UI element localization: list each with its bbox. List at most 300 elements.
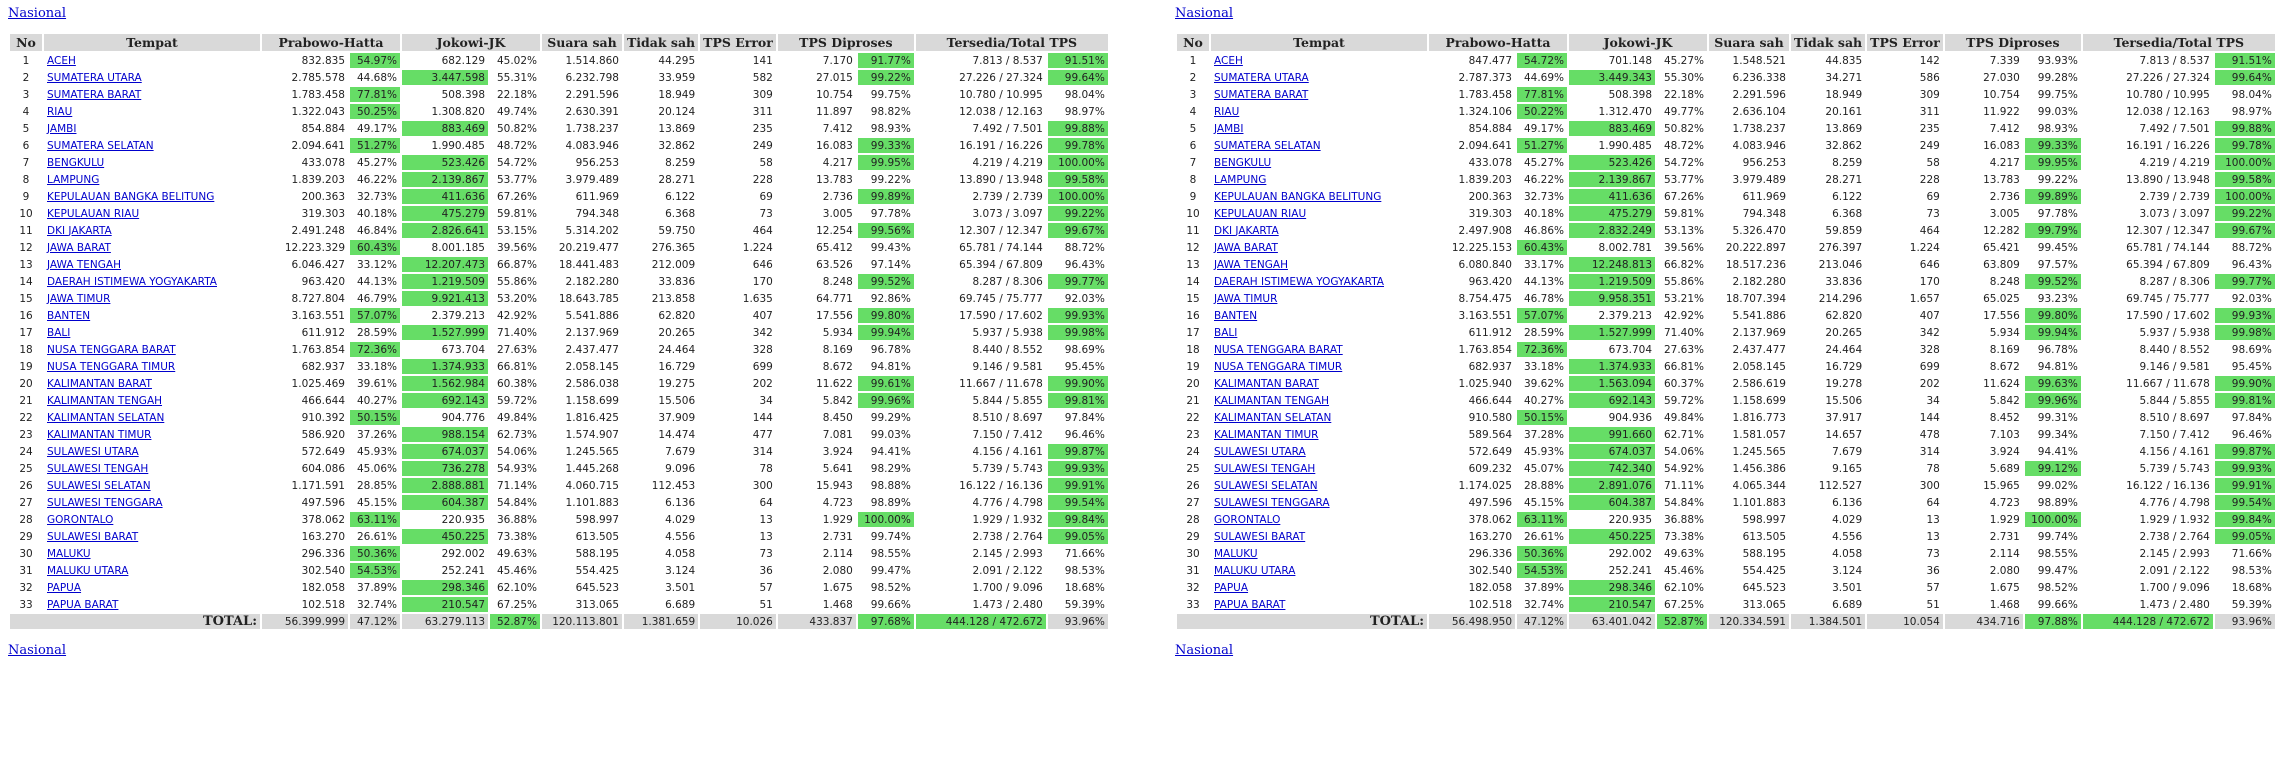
- cell-tps-error: 249: [1919, 139, 1940, 152]
- cell-no: 15: [1186, 292, 1200, 305]
- cell-prabowo-pct: 57.07%: [1517, 308, 1567, 323]
- cell-tps-available: 2.145 / 2.993: [2139, 547, 2210, 560]
- region-link[interactable]: ACEH: [1214, 54, 1243, 67]
- region-link[interactable]: PAPUA: [47, 581, 82, 594]
- cell-tps-diproses: 8.248: [822, 275, 853, 288]
- cell-place: [44, 546, 260, 561]
- region-link[interactable]: PAPUA BARAT: [47, 598, 119, 611]
- table-row: [1177, 495, 2275, 510]
- region-link[interactable]: KEPULAUAN BANGKA BELITUNG: [47, 190, 215, 203]
- cell-tidak-sah: 212.009: [651, 258, 696, 271]
- total-tps-error: 10.026: [700, 614, 776, 629]
- cell-tps-available: 7.492 / 7.501: [972, 122, 1043, 135]
- header-tempat: Tempat: [44, 34, 260, 51]
- region-link[interactable]: KALIMANTAN TENGAH: [1214, 394, 1330, 407]
- total-tps-diproses-pct: 97.88%: [2025, 614, 2081, 629]
- cell-jokowi-votes: 991.660: [1569, 427, 1655, 442]
- region-link[interactable]: NUSA TENGGARA BARAT: [47, 343, 176, 356]
- cell-prabowo-votes: 3.163.551: [291, 309, 345, 322]
- cell-prabowo-votes: 1.783.458: [291, 88, 345, 101]
- cell-tps-available-pct: 99.22%: [1048, 206, 1108, 221]
- cell-tps-error: 69: [1926, 190, 1940, 203]
- cell-tps-diproses: 16.083: [816, 139, 853, 152]
- region-link[interactable]: KEPULAUAN RIAU: [47, 207, 140, 220]
- region-link[interactable]: SULAWESI TENGAH: [47, 462, 149, 475]
- cell-tps-available-pct: 98.69%: [1064, 343, 1105, 356]
- cell-jokowi-votes: 701.148: [1608, 54, 1652, 67]
- region-link[interactable]: KALIMANTAN TENGAH: [47, 394, 163, 407]
- cell-prabowo-votes: 1.763.854: [291, 343, 345, 356]
- region-link[interactable]: NUSA TENGGARA BARAT: [1214, 343, 1343, 356]
- cell-prabowo-pct: 39.61%: [356, 377, 397, 390]
- cell-tps-diproses-pct: 94.81%: [2037, 360, 2078, 373]
- cell-place: [44, 444, 260, 459]
- cell-jokowi-pct: 60.38%: [496, 377, 537, 390]
- cell-tps-available: 4.156 / 4.161: [972, 445, 1043, 458]
- region-link[interactable]: MALUKU: [1214, 547, 1258, 560]
- region-link[interactable]: BANTEN: [47, 309, 91, 322]
- cell-jokowi-votes: 220.935: [441, 513, 485, 526]
- cell-place: [44, 53, 260, 68]
- header-jokowi-jk: Jokowi-JK: [1569, 34, 1707, 51]
- table-row: [1177, 308, 2275, 323]
- cell-tps-error: 464: [1919, 224, 1940, 237]
- cell-tps-available: 2.738 / 2.764: [972, 530, 1043, 543]
- region-link[interactable]: DAERAH ISTIMEWA YOGYAKARTA: [1214, 275, 1384, 288]
- region-link[interactable]: SUMATERA UTARA: [47, 71, 142, 84]
- table-row: [10, 121, 1108, 136]
- cell-tps-diproses-pct: 99.95%: [858, 155, 914, 170]
- cell-jokowi-votes: 1.374.933: [402, 359, 488, 374]
- cell-tps-available-pct: 99.64%: [1048, 70, 1108, 85]
- cell-jokowi-votes: 904.776: [441, 411, 485, 424]
- cell-tps-available-pct: 99.88%: [2215, 121, 2275, 136]
- table-row: [1177, 257, 2275, 272]
- region-link[interactable]: KEPULAUAN BANGKA BELITUNG: [1214, 190, 1382, 203]
- cell-prabowo-pct: 40.18%: [356, 207, 397, 220]
- cell-place: [1211, 240, 1427, 255]
- cell-prabowo-pct: 63.11%: [350, 512, 400, 527]
- cell-prabowo-votes: 497.596: [1468, 496, 1512, 509]
- table-row: [10, 308, 1108, 323]
- region-link[interactable]: KALIMANTAN BARAT: [47, 377, 152, 390]
- cell-jokowi-votes: 904.936: [1608, 411, 1652, 424]
- region-link[interactable]: NUSA TENGGARA TIMUR: [1214, 360, 1343, 373]
- cell-suara-sah: 956.253: [575, 156, 619, 169]
- cell-tps-available-pct: 95.45%: [1064, 360, 1105, 373]
- region-link[interactable]: MALUKU: [47, 547, 91, 560]
- cell-prabowo-votes: 466.644: [1468, 394, 1512, 407]
- table-row: [1177, 546, 2275, 561]
- region-link[interactable]: GORONTALO: [47, 513, 114, 526]
- header-tps-diproses: TPS Diproses: [1945, 34, 2081, 51]
- cell-prabowo-pct: 46.79%: [356, 292, 397, 305]
- region-link[interactable]: JAWA TIMUR: [47, 292, 111, 305]
- region-link[interactable]: SUMATERA UTARA: [1214, 71, 1309, 84]
- region-link[interactable]: SULAWESI SELATAN: [47, 479, 151, 492]
- region-link[interactable]: BALI: [47, 326, 71, 339]
- region-link[interactable]: JAWA TENGAH: [1214, 258, 1288, 271]
- table-row: [1177, 376, 2275, 391]
- region-link[interactable]: NUSA TENGGARA TIMUR: [47, 360, 176, 373]
- region-link[interactable]: SULAWESI BARAT: [1214, 530, 1306, 543]
- cell-jokowi-votes: 2.826.641: [402, 223, 488, 238]
- cell-tps-error: 699: [1919, 360, 1940, 373]
- cell-prabowo-votes: 319.303: [1468, 207, 1512, 220]
- cell-tidak-sah: 9.096: [665, 462, 696, 475]
- cell-no: 16: [1186, 309, 1200, 322]
- cell-tps-diproses: 12.282: [1983, 224, 2020, 237]
- cell-prabowo-votes: 2.094.641: [291, 139, 345, 152]
- cell-suara-sah: 1.816.425: [565, 411, 619, 424]
- cell-jokowi-votes: 298.346: [402, 580, 488, 595]
- results-table: [8, 32, 1110, 631]
- cell-tps-available-pct: 99.93%: [1048, 308, 1108, 323]
- cell-prabowo-pct: 28.88%: [1523, 479, 1564, 492]
- cell-tps-available-pct: 99.22%: [2215, 206, 2275, 221]
- cell-tps-available-pct: 98.53%: [2231, 564, 2272, 577]
- cell-prabowo-pct: 39.62%: [1523, 377, 1564, 390]
- cell-no: 29: [19, 530, 33, 543]
- cell-prabowo-pct: 54.53%: [1517, 563, 1567, 578]
- cell-no: 31: [1186, 564, 1200, 577]
- cell-tps-diproses-pct: 98.89%: [870, 496, 911, 509]
- cell-tps-available-pct: 99.54%: [2215, 495, 2275, 510]
- table-row: [1177, 291, 2275, 306]
- region-link[interactable]: SULAWESI TENGGARA: [1214, 496, 1330, 509]
- cell-suara-sah: 1.574.907: [565, 428, 619, 441]
- table-row: [10, 138, 1108, 153]
- cell-tps-diproses-pct: 97.78%: [2037, 207, 2078, 220]
- table-row: [1177, 206, 2275, 221]
- cell-tidak-sah: 6.136: [1832, 496, 1863, 509]
- cell-prabowo-pct: 45.07%: [1523, 462, 1564, 475]
- cell-tps-error: 64: [1926, 496, 1940, 509]
- cell-tidak-sah: 4.029: [665, 513, 696, 526]
- cell-prabowo-pct: 60.43%: [1517, 240, 1567, 255]
- region-link[interactable]: KALIMANTAN BARAT: [1214, 377, 1319, 390]
- cell-no: 4: [22, 105, 30, 118]
- region-link[interactable]: SUMATERA BARAT: [1214, 88, 1309, 101]
- cell-no: 4: [1189, 105, 1197, 118]
- cell-place: [44, 87, 260, 102]
- region-link[interactable]: PAPUA BARAT: [1214, 598, 1286, 611]
- region-link[interactable]: SUMATERA SELATAN: [1214, 139, 1321, 152]
- region-link[interactable]: KALIMANTAN SELATAN: [1214, 411, 1332, 424]
- cell-tidak-sah: 44.295: [658, 54, 696, 67]
- cell-tidak-sah: 18.949: [1825, 88, 1863, 101]
- cell-suara-sah: 598.997: [575, 513, 619, 526]
- table-row: [1177, 325, 2275, 340]
- cell-tps-diproses: 5.934: [1989, 326, 2020, 339]
- cell-tps-error: 170: [752, 275, 773, 288]
- cell-place: [1211, 138, 1427, 153]
- region-link[interactable]: JAWA BARAT: [1214, 241, 1278, 254]
- cell-jokowi-pct: 53.21%: [1663, 292, 1704, 305]
- cell-no: 13: [19, 258, 33, 271]
- cell-jokowi-pct: 42.92%: [496, 309, 537, 322]
- region-link[interactable]: KALIMANTAN TIMUR: [47, 428, 152, 441]
- region-link[interactable]: LAMPUNG: [47, 173, 100, 186]
- cell-tps-error: 51: [759, 598, 773, 611]
- table-row: [10, 444, 1108, 459]
- cell-prabowo-pct: 32.73%: [356, 190, 397, 203]
- cell-jokowi-votes: 736.278: [402, 461, 488, 476]
- cell-jokowi-pct: 36.88%: [1663, 513, 1704, 526]
- region-link[interactable]: MALUKU UTARA: [1214, 564, 1296, 577]
- cell-place: [44, 121, 260, 136]
- cell-tidak-sah: 24.464: [1825, 343, 1863, 356]
- table-row: [10, 223, 1108, 238]
- cell-no: 33: [19, 598, 33, 611]
- cell-tps-diproses-pct: 99.96%: [858, 393, 914, 408]
- region-link[interactable]: RIAU: [1214, 105, 1240, 118]
- cell-tps-diproses-pct: 98.55%: [870, 547, 911, 560]
- table-row: [10, 580, 1108, 595]
- cell-tidak-sah: 213.046: [1818, 258, 1863, 271]
- cell-prabowo-pct: 37.28%: [1523, 428, 1564, 441]
- cell-prabowo-pct: 37.89%: [1523, 581, 1564, 594]
- cell-suara-sah: 1.738.237: [565, 122, 619, 135]
- cell-tps-diproses-pct: 99.80%: [2025, 308, 2081, 323]
- cell-jokowi-votes: 450.225: [1569, 529, 1655, 544]
- cell-tps-available-pct: 100.00%: [2215, 189, 2275, 204]
- cell-prabowo-votes: 497.596: [301, 496, 345, 509]
- cell-tps-available-pct: 99.78%: [2215, 138, 2275, 153]
- cell-tps-error: 407: [1919, 309, 1940, 322]
- cell-tps-error: 464: [752, 224, 773, 237]
- cell-tps-error: 342: [752, 326, 773, 339]
- region-link[interactable]: PAPUA: [1214, 581, 1249, 594]
- cell-tps-error: 57: [1926, 581, 1940, 594]
- cell-prabowo-pct: 46.22%: [1523, 173, 1564, 186]
- region-link[interactable]: KALIMANTAN TIMUR: [1214, 428, 1319, 441]
- cell-place: [44, 376, 260, 391]
- cell-tidak-sah: 8.259: [1832, 156, 1863, 169]
- cell-tps-available-pct: 18.68%: [2231, 581, 2272, 594]
- cell-place: [1211, 223, 1427, 238]
- region-link[interactable]: ACEH: [47, 54, 76, 67]
- cell-prabowo-pct: 72.36%: [350, 342, 400, 357]
- region-link[interactable]: BANTEN: [1214, 309, 1258, 322]
- cell-tps-diproses-pct: 99.56%: [858, 223, 914, 238]
- region-link[interactable]: RIAU: [47, 105, 73, 118]
- cell-place: [1211, 580, 1427, 595]
- cell-tps-available: 65.781 / 74.144: [2126, 241, 2210, 254]
- cell-tps-diproses-pct: 98.93%: [870, 122, 911, 135]
- cell-prabowo-pct: 28.59%: [1523, 326, 1564, 339]
- cell-place: [44, 393, 260, 408]
- region-link[interactable]: DKI JAKARTA: [1214, 224, 1279, 237]
- cell-tps-error: 73: [1926, 547, 1940, 560]
- cell-jokowi-votes: 674.037: [402, 444, 488, 459]
- cell-tps-error: 170: [1919, 275, 1940, 288]
- cell-tidak-sah: 112.527: [1818, 479, 1863, 492]
- table-row: [1177, 70, 2275, 85]
- cell-tidak-sah: 4.058: [1832, 547, 1863, 560]
- cell-tps-diproses: 15.943: [816, 479, 853, 492]
- region-link[interactable]: KEPULAUAN RIAU: [1214, 207, 1307, 220]
- cell-place: [44, 359, 260, 374]
- region-link[interactable]: SUMATERA SELATAN: [47, 139, 154, 152]
- total-label: TOTAL:: [1177, 614, 1427, 629]
- cell-tps-error: 477: [752, 428, 773, 441]
- cell-no: 14: [19, 275, 33, 288]
- cell-place: [44, 495, 260, 510]
- cell-jokowi-pct: 59.72%: [496, 394, 537, 407]
- total-label: TOTAL:: [10, 614, 260, 629]
- header-tempat: Tempat: [1211, 34, 1427, 51]
- cell-place: [44, 580, 260, 595]
- region-link[interactable]: SULAWESI UTARA: [47, 445, 139, 458]
- region-link[interactable]: MALUKU UTARA: [47, 564, 129, 577]
- cell-jokowi-votes: 411.636: [402, 189, 488, 204]
- header-jokowi-jk: Jokowi-JK: [402, 34, 540, 51]
- cell-tps-available: 8.440 / 8.552: [972, 343, 1043, 356]
- cell-tidak-sah: 16.729: [658, 360, 696, 373]
- region-link[interactable]: BALI: [1214, 326, 1238, 339]
- cell-jokowi-pct: 48.72%: [1663, 139, 1704, 152]
- cell-jokowi-pct: 71.14%: [496, 479, 537, 492]
- cell-jokowi-pct: 54.72%: [496, 156, 537, 169]
- cell-prabowo-votes: 589.564: [1468, 428, 1512, 441]
- cell-tps-available: 69.745 / 75.777: [2126, 292, 2210, 305]
- nasional-link-bottom[interactable]: Nasional: [1175, 643, 1234, 658]
- cell-suara-sah: 1.514.860: [565, 54, 619, 67]
- cell-tps-error: 314: [752, 445, 773, 458]
- region-link[interactable]: DAERAH ISTIMEWA YOGYAKARTA: [47, 275, 217, 288]
- cell-tps-available: 1.700 / 9.096: [972, 581, 1043, 594]
- cell-tps-diproses-pct: 97.78%: [870, 207, 911, 220]
- cell-tps-available: 16.122 / 16.136: [2126, 479, 2210, 492]
- cell-tps-error: 78: [1926, 462, 1940, 475]
- cell-tps-error: 73: [759, 547, 773, 560]
- nasional-link-top[interactable]: Nasional: [1175, 6, 1234, 21]
- cell-tps-available: 8.287 / 8.306: [2139, 275, 2210, 288]
- cell-tps-available-pct: 99.58%: [2215, 172, 2275, 187]
- cell-prabowo-votes: 2.491.248: [291, 224, 345, 237]
- region-link[interactable]: JAMBI: [1214, 122, 1244, 135]
- cell-tps-available-pct: 99.98%: [2215, 325, 2275, 340]
- region-link[interactable]: JAWA TIMUR: [1214, 292, 1278, 305]
- cell-prabowo-votes: 854.884: [301, 122, 345, 135]
- cell-tps-diproses-pct: 99.94%: [858, 325, 914, 340]
- cell-jokowi-pct: 62.71%: [1663, 428, 1704, 441]
- cell-no: 3: [1189, 88, 1197, 101]
- total-row: [10, 614, 1108, 629]
- cell-tps-error: 249: [752, 139, 773, 152]
- region-link[interactable]: JAWA BARAT: [47, 241, 111, 254]
- cell-suara-sah: 611.969: [1742, 190, 1786, 203]
- cell-tps-error: 36: [759, 564, 773, 577]
- region-link[interactable]: BENGKULU: [47, 156, 105, 169]
- nasional-link-bottom[interactable]: Nasional: [8, 643, 67, 658]
- nasional-link-top[interactable]: Nasional: [8, 6, 67, 21]
- cell-place: [1211, 121, 1427, 136]
- region-link[interactable]: BENGKULU: [1214, 156, 1272, 169]
- cell-place: [44, 257, 260, 272]
- cell-tps-diproses-pct: 99.52%: [858, 274, 914, 289]
- cell-tps-available-pct: 91.51%: [2215, 53, 2275, 68]
- cell-prabowo-votes: 1.839.203: [1458, 173, 1512, 186]
- cell-jokowi-votes: 9.921.413: [402, 291, 488, 306]
- total-tps-diproses-pct: 97.68%: [858, 614, 914, 629]
- cell-jokowi-pct: 50.82%: [1663, 122, 1704, 135]
- cell-tps-error: 228: [752, 173, 773, 186]
- region-link[interactable]: JAMBI: [47, 122, 77, 135]
- cell-tidak-sah: 33.959: [658, 71, 696, 84]
- cell-jokowi-votes: 2.832.249: [1569, 223, 1655, 238]
- cell-tps-error: 144: [752, 411, 773, 424]
- cell-jokowi-pct: 55.30%: [1663, 71, 1704, 84]
- cell-tps-diproses: 4.217: [822, 156, 853, 169]
- cell-tps-error: 407: [752, 309, 773, 322]
- region-link[interactable]: SULAWESI TENGGARA: [47, 496, 163, 509]
- cell-suara-sah: 18.707.394: [1725, 292, 1786, 305]
- cell-tps-diproses: 7.170: [822, 54, 853, 67]
- region-link[interactable]: LAMPUNG: [1214, 173, 1267, 186]
- region-link[interactable]: JAWA TENGAH: [47, 258, 121, 271]
- cell-jokowi-votes: 1.374.933: [1569, 359, 1655, 374]
- cell-jokowi-votes: 1.563.094: [1569, 376, 1655, 391]
- total-suara-sah: 120.113.801: [542, 614, 622, 629]
- cell-prabowo-pct: 32.73%: [1523, 190, 1564, 203]
- cell-suara-sah: 20.219.477: [558, 241, 619, 254]
- cell-place: [1211, 342, 1427, 357]
- header-no: No: [10, 34, 42, 51]
- region-link[interactable]: SULAWESI SELATAN: [1214, 479, 1318, 492]
- cell-jokowi-votes: 883.469: [402, 121, 488, 136]
- cell-no: 27: [19, 496, 33, 509]
- region-link[interactable]: DKI JAKARTA: [47, 224, 112, 237]
- cell-tidak-sah: 13.869: [658, 122, 696, 135]
- cell-tps-diproses: 2.080: [1989, 564, 2020, 577]
- region-link[interactable]: SULAWESI TENGAH: [1214, 462, 1316, 475]
- cell-tidak-sah: 3.124: [665, 564, 696, 577]
- cell-jokowi-votes: 674.037: [1569, 444, 1655, 459]
- cell-prabowo-votes: 1.763.854: [1458, 343, 1512, 356]
- cell-prabowo-votes: 572.649: [301, 445, 345, 458]
- region-link[interactable]: SULAWESI UTARA: [1214, 445, 1306, 458]
- region-link[interactable]: SUMATERA BARAT: [47, 88, 142, 101]
- cell-jokowi-votes: 682.129: [441, 54, 485, 67]
- cell-tidak-sah: 6.122: [1832, 190, 1863, 203]
- cell-jokowi-pct: 45.46%: [1663, 564, 1704, 577]
- region-link[interactable]: SULAWESI BARAT: [47, 530, 139, 543]
- cell-tps-available: 65.394 / 67.809: [2126, 258, 2210, 271]
- cell-prabowo-votes: 1.171.591: [291, 479, 345, 492]
- cell-prabowo-pct: 46.22%: [356, 173, 397, 186]
- cell-place: [44, 427, 260, 442]
- cell-tps-available: 4.219 / 4.219: [972, 156, 1043, 169]
- cell-prabowo-votes: 2.497.908: [1458, 224, 1512, 237]
- cell-no: 22: [19, 411, 33, 424]
- cell-tps-diproses-pct: 99.80%: [858, 308, 914, 323]
- cell-prabowo-votes: 8.727.804: [291, 292, 345, 305]
- cell-place: [44, 512, 260, 527]
- cell-prabowo-votes: 910.580: [1468, 411, 1512, 424]
- table-row: [1177, 138, 2275, 153]
- cell-suara-sah: 2.058.145: [1732, 360, 1786, 373]
- cell-tidak-sah: 6.368: [665, 207, 696, 220]
- cell-tidak-sah: 13.869: [1825, 122, 1863, 135]
- cell-tps-available-pct: 99.98%: [1048, 325, 1108, 340]
- region-link[interactable]: GORONTALO: [1214, 513, 1281, 526]
- cell-tps-available: 16.191 / 16.226: [959, 139, 1043, 152]
- cell-prabowo-votes: 854.884: [1468, 122, 1512, 135]
- total-tps-available-pct: 93.96%: [2215, 614, 2275, 629]
- region-link[interactable]: KALIMANTAN SELATAN: [47, 411, 165, 424]
